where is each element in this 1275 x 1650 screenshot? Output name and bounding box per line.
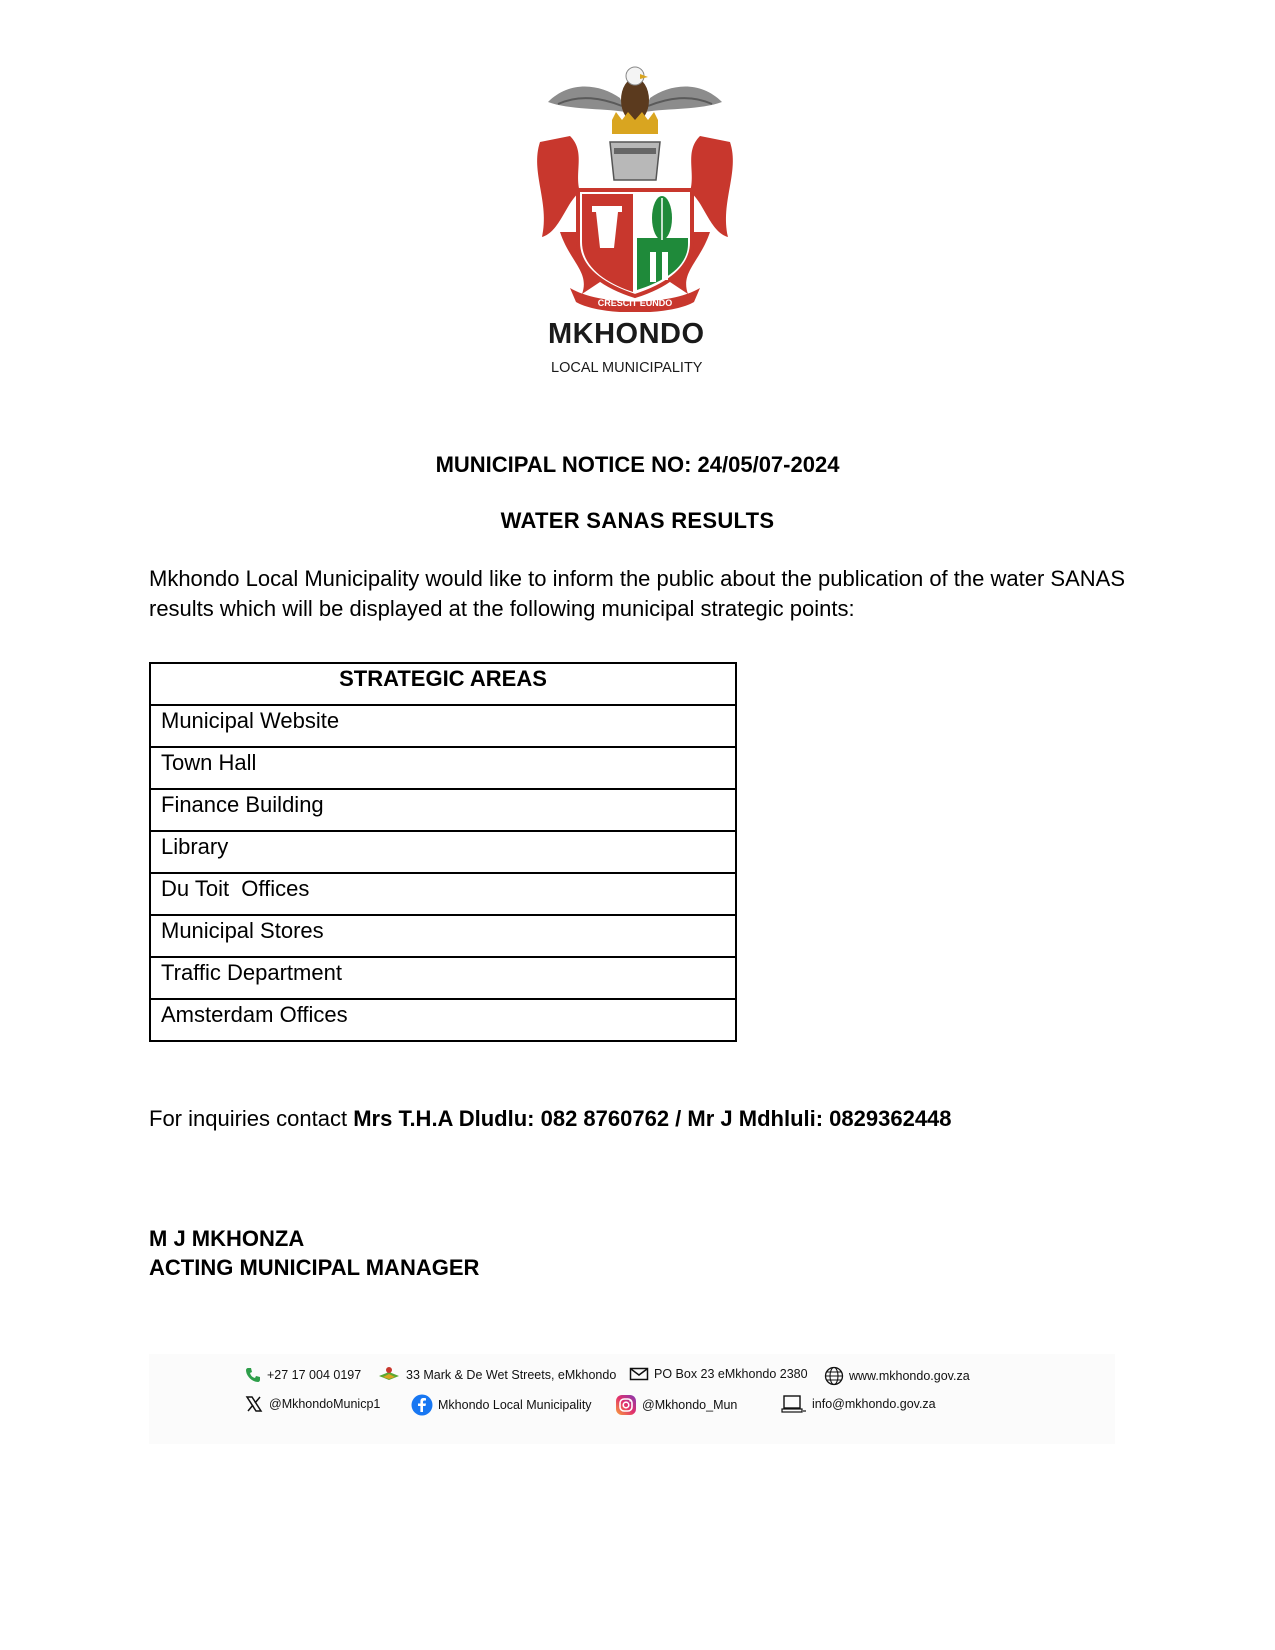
phone-icon — [244, 1366, 262, 1384]
footer-address: 33 Mark & De Wet Streets, eMkhondo — [377, 1366, 616, 1384]
table-row — [150, 957, 736, 999]
inquiry-line — [149, 1106, 952, 1132]
globe-icon — [824, 1366, 844, 1386]
map-pin-icon — [377, 1366, 401, 1384]
table-cell: Traffic Department — [150, 957, 736, 999]
notice-title: WATER SANAS RESULTS — [500, 508, 775, 533]
table-header: STRATEGIC AREAS — [150, 663, 736, 705]
table-row — [150, 873, 736, 915]
x-icon — [244, 1394, 264, 1414]
notice-intro: Mkhondo Local Municipality would like to inform the public about the publication of the water SANAS results which will be displayed at the following municipal strategic points: — [149, 566, 1125, 621]
table-cell: Du Toit Offices — [150, 873, 736, 915]
table-row — [150, 999, 736, 1041]
table-row — [150, 705, 736, 747]
footer-facebook[interactable]: Mkhondo Local Municipality — [411, 1394, 592, 1416]
signatory-block — [149, 1224, 479, 1282]
table-cell: Finance Building — [150, 789, 736, 831]
inquiry-prefix: For inquiries contact — [149, 1106, 354, 1131]
computer-icon — [781, 1394, 807, 1414]
footer-po-box: PO Box 23 eMkhondo 2380 — [629, 1366, 808, 1382]
table-cell: Municipal Stores — [150, 915, 736, 957]
facebook-icon — [411, 1394, 433, 1416]
instagram-icon — [615, 1394, 637, 1416]
notice-number: MUNICIPAL NOTICE NO: 24/05/07-2024 — [435, 452, 840, 477]
table-row — [150, 915, 736, 957]
table-row — [150, 747, 736, 789]
table-cell: Library — [150, 831, 736, 873]
contact-footer — [149, 1354, 1115, 1444]
table-cell: Town Hall — [150, 747, 736, 789]
table-row — [150, 789, 736, 831]
municipality-name: MKHONDO — [548, 318, 705, 350]
footer-phone: +27 17 004 0197 — [244, 1366, 361, 1384]
footer-website[interactable]: www.mkhondo.gov.za — [824, 1366, 970, 1386]
table-cell: Municipal Website — [150, 705, 736, 747]
footer-twitter[interactable]: @MkhondoMunicp1 — [244, 1394, 380, 1414]
footer-email[interactable]: info@mkhondo.gov.za — [781, 1394, 936, 1414]
table-cell: Amsterdam Offices — [150, 999, 736, 1041]
crest-motto: CRESCIT EUNDO — [597, 298, 673, 308]
municipality-subtitle: LOCAL MUNICIPALITY — [551, 360, 703, 376]
inquiry-contacts: Mrs T.H.A Dludlu: 082 8760762 / Mr J Mdhluli: 0829362448 — [353, 1106, 952, 1131]
strategic-areas-table — [149, 662, 737, 1042]
mail-icon — [629, 1366, 649, 1382]
footer-instagram[interactable]: @Mkhondo_Mun — [615, 1394, 737, 1416]
signatory-title: ACTING MUNICIPAL MANAGER — [149, 1255, 480, 1280]
coat-of-arms-logo — [530, 62, 740, 312]
table-row — [150, 831, 736, 873]
signatory-name: M J MKHONZA — [149, 1226, 305, 1251]
